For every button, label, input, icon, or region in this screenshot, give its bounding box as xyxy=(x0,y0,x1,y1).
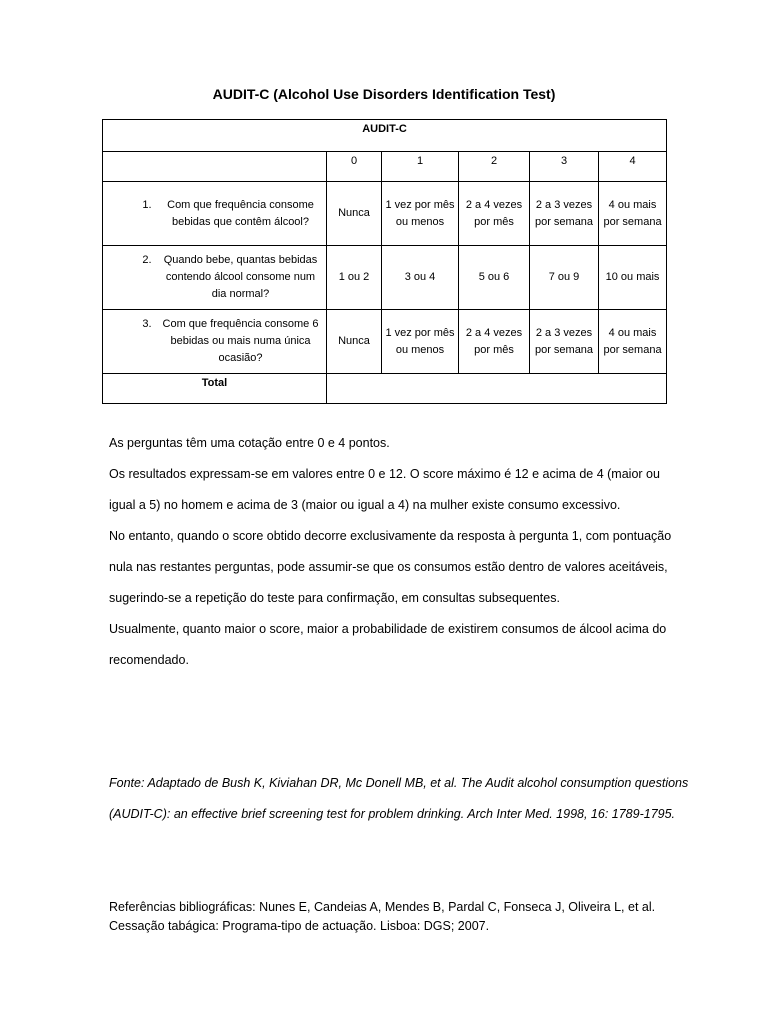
answer-cell: 2 a 4 vezes por mês xyxy=(459,182,530,246)
score-header: 0 xyxy=(327,152,382,182)
source-citation: Fonte: Adaptado de Bush K, Kiviahan DR, Mc Donell MB, et al. The Audit alcohol consumption questions (AUDIT-C): an effective brief screening test for problem drinking. Arch Inter Med. 1998, 16: 1789-1795. xyxy=(109,776,689,821)
answer-cell: Nunca xyxy=(327,182,382,246)
total-value-cell xyxy=(327,374,667,404)
score-header: 2 xyxy=(459,152,530,182)
total-row xyxy=(103,374,667,404)
question-cell xyxy=(103,182,327,246)
table-header-row xyxy=(103,120,667,152)
audit-c-table xyxy=(102,119,667,404)
question-text: Quando bebe, quantas bebidas contendo álcool consome num dia normal? xyxy=(163,254,318,300)
question-text: Com que frequência consome 6 bebidas ou mais numa única ocasião? xyxy=(162,318,319,364)
paragraph: As perguntas têm uma cotação entre 0 e 4 pontos. xyxy=(109,436,390,450)
answer-cell: 10 ou mais xyxy=(599,246,667,310)
answer-cell: 1 vez por mês ou menos xyxy=(382,182,459,246)
page-title: AUDIT-C (Alcohol Use Disorders Identification Test) xyxy=(212,86,556,102)
answer-cell: 1 ou 2 xyxy=(327,246,382,310)
table-caption: AUDIT-C xyxy=(103,120,667,152)
question-number: 2. xyxy=(142,254,152,266)
answer-cell: 4 ou mais por semana xyxy=(599,310,667,374)
question-cell xyxy=(103,246,327,310)
answer-cell: 5 ou 6 xyxy=(459,246,530,310)
answer-cell: 2 a 3 vezes por semana xyxy=(530,182,599,246)
answer-cell: Nunca xyxy=(327,310,382,374)
explanation-text xyxy=(109,428,689,676)
paragraph: No entanto, quando o score obtido decorre exclusivamente da resposta à pergunta 1, com pontuação nula nas restantes perguntas, pode assumir-se que os consumos estão dentro de valores aceitáveis, sugerindo-se a repetição do teste para confirmação, em consultas subsequentes. xyxy=(109,529,672,605)
score-row xyxy=(103,152,667,182)
answer-cell: 1 vez por mês ou menos xyxy=(382,310,459,374)
score-header: 4 xyxy=(599,152,667,182)
question-row xyxy=(103,182,667,246)
question-row xyxy=(103,310,667,374)
score-header: 1 xyxy=(382,152,459,182)
paragraph: Os resultados expressam-se em valores entre 0 e 12. O score máximo é 12 e acima de 4 (maior ou igual a 5) no homem e acima de 3 (maior ou igual a 4) na mulher existe consumo excessivo. xyxy=(109,467,660,512)
question-cell xyxy=(103,310,327,374)
score-header: 3 xyxy=(530,152,599,182)
total-label: Total xyxy=(103,374,327,404)
answer-cell: 4 ou mais por semana xyxy=(599,182,667,246)
question-number: 1. xyxy=(142,198,152,211)
question-row xyxy=(103,246,667,310)
paragraph: Usualmente, quanto maior o score, maior a probabilidade de existirem consumos de álcool acima do recomendado. xyxy=(109,622,667,667)
references: Referências bibliográficas: Nunes E, Candeias A, Mendes B, Pardal C, Fonseca J, Oliveira L, et al. Cessação tabágica: Programa-tipo de actuação. Lisboa: DGS; 2007. xyxy=(109,900,656,933)
answer-cell: 2 a 4 vezes por mês xyxy=(459,310,530,374)
answer-cell: 7 ou 9 xyxy=(530,246,599,310)
question-number: 3. xyxy=(142,318,152,330)
score-row-label xyxy=(103,152,327,182)
answer-cell: 3 ou 4 xyxy=(382,246,459,310)
question-text: Com que frequência consome bebidas que contêm álcool? xyxy=(167,198,314,228)
answer-cell: 2 a 3 vezes por semana xyxy=(530,310,599,374)
